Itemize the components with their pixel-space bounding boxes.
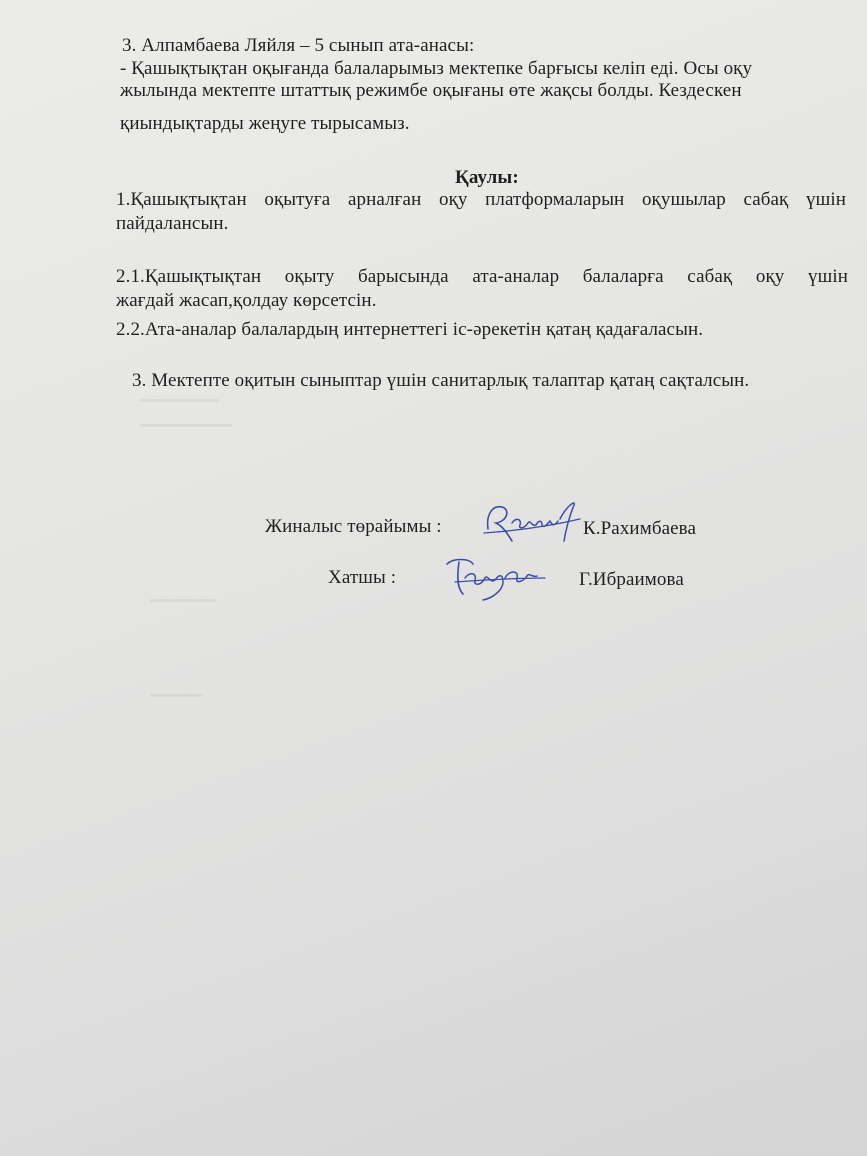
speaker-line-2: жылында мектепте штаттық режимбе оқығаны өте жақсы болды. Кездескен xyxy=(120,80,742,101)
chair-name: К.Рахимбаева xyxy=(583,518,697,539)
resolution-item-2-1-line-2: жағдай жасап,қолдау көрсетсін. xyxy=(116,290,377,311)
bleed-through-mark: ▔▔▔▔▔▔ xyxy=(140,400,219,419)
secretary-name: Г.Ибраимова xyxy=(579,569,684,590)
speaker-line-3: қиындықтарды жеңуге тырысамыз. xyxy=(120,113,410,134)
resolution-item-1-line-2: пайдалансын. xyxy=(116,213,229,234)
secretary-signature xyxy=(433,548,553,608)
bleed-through-mark: ▔▔▔▔▔ xyxy=(150,600,216,619)
speaker-line-1: - Қашықтықтан оқығанда балаларымыз мектепке барғысы келіп еді. Осы оқу xyxy=(120,58,753,79)
resolution-item-1-line-1: 1.Қашықтықтан оқытуға арналған оқу платформаларын оқушылар сабақ үшін xyxy=(116,189,846,210)
chair-signature xyxy=(476,493,586,551)
secretary-label: Хатшы : xyxy=(328,567,397,588)
bleed-through-mark: ▔▔▔▔▔▔▔ xyxy=(140,425,232,444)
resolution-item-2-2: 2.2.Ата-аналар балалардың интернеттегі іс-әрекетін қатаң қадағаласын. xyxy=(116,319,704,340)
resolution-title: Қаулы: xyxy=(455,167,519,188)
resolution-item-2-1-line-1: 2.1.Қашықтықтан оқыту барысында ата-аналар балаларға сабақ оқу үшін xyxy=(116,266,848,287)
speaker-heading: 3. Алпамбаева Ляйля – 5 сынып ата-анасы: xyxy=(122,35,475,56)
chair-label: Жиналыс төрайымы : xyxy=(265,516,442,537)
bleed-through-mark: ▔▔▔▔ xyxy=(150,695,203,714)
resolution-item-3: 3. Мектепте оқитын сыныптар үшін санитарлық талаптар қатаң сақталсын. xyxy=(132,370,750,391)
